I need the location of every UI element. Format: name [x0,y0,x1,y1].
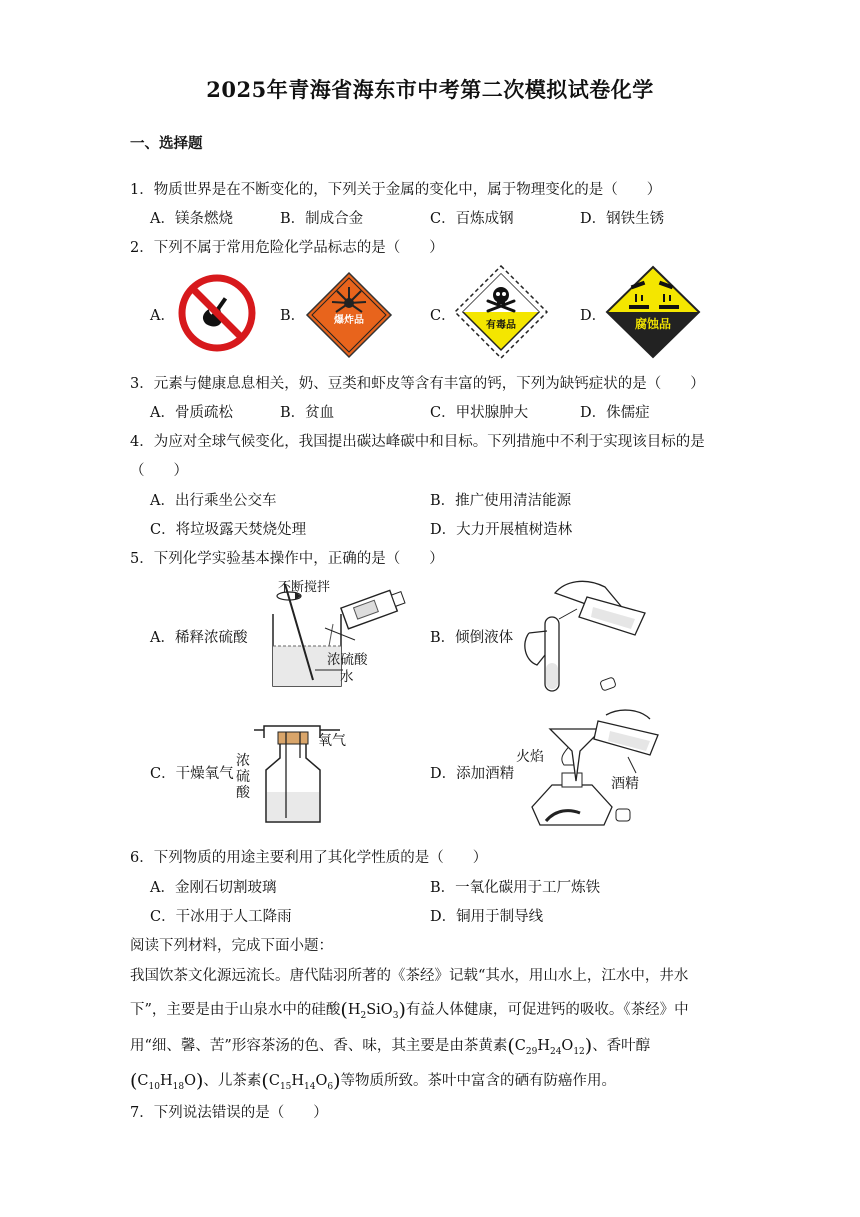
q6-option-d: D．铜用于制导线 [430,909,544,925]
oxygen-label: 氧气 [318,733,346,749]
reading-line-4: $(C_{10}H_{18}O)$、儿茶素$(C_{15}H_{14}O_6)$等物质所致。茶叶中富含的硒有防癌作用。 [130,1070,617,1092]
q4-option-a: A．出行乘坐公交车 [150,493,277,509]
no-fire-sign-icon [176,272,258,354]
reading-line-4-a: 、儿茶素 [203,1073,262,1089]
reading-line-2-a: 下”，主要是由于山泉水中的硅酸 [130,1002,341,1018]
reading-line-1: 我国饮茶文化源远流长。唐代陆羽所著的《茶经》记载“其水，用山水上，江水中，井水 [130,968,689,984]
reading-line-3-a: 用“细、馨、苦”形容茶汤的色、香、味，其主要是由茶黄素 [130,1038,508,1054]
q1-option-b: B．制成合金 [280,211,364,227]
question-4-stem-line2: （ ） [130,463,188,479]
q3-option-b: B．贫血 [280,405,335,421]
q5-option-b: B．倾倒液体 [430,630,514,646]
reading-line-3-b: 、香叶醇 [592,1038,651,1054]
q5-option-c: C．干燥氧气 [150,766,234,782]
q1-option-c: C．百炼成钢 [430,211,514,227]
q4-option-b: B．推广使用清洁能源 [430,493,572,509]
q6-option-c: C．干冰用于人工降雨 [150,909,292,925]
question-6-stem: 6．下列物质的用途主要利用了其化学性质的是（ ） [130,850,488,866]
q2-label-c: C． [430,308,456,324]
q3-option-d: D．侏儒症 [580,405,650,421]
q5-option-d: D．添加酒精 [430,766,515,782]
q2-label-b: B． [280,308,306,324]
reading-line-2-b: 有益人体健康，可促进钙的吸收。《茶经》中 [405,1002,689,1018]
q5-option-a: A．稀释浓硫酸 [150,630,248,646]
gas-drying-bottle-diagram-icon [250,718,370,828]
question-3-stem: 3．元素与健康息息相关，奶、豆类和虾皮等含有丰富的钙，下列为缺钙症状的是（ ） [130,376,705,392]
q1-option-d: D．钢铁生锈 [580,211,665,227]
q4-option-d: D．大力开展植树造林 [430,522,573,538]
water-label: 水 [340,669,354,685]
question-5-stem: 5．下列化学实验基本操作中，正确的是（ ） [130,551,444,567]
reading-line-2: 下”，主要是由于山泉水中的硅酸$(H_2SiO_3)$有益人体健康，可促进钙的吸收。《茶经》中 [130,999,689,1021]
q4-option-c: C．将垃圾露天焚烧处理 [150,522,307,538]
q2-label-d: D． [580,308,607,324]
toxic-sign-icon [454,265,548,359]
concentrated-sulfuric-acid-label [236,753,252,801]
stir-label: 不断搅拌 [278,580,331,595]
section-title: 一、选择题 [130,135,203,152]
q3-option-a: A．骨质疏松 [150,405,233,421]
toxic-sign-label: 有毒品 [486,320,516,331]
acid-char-3: 酸 [236,785,250,801]
explosive-sign-label: 爆炸品 [334,315,364,326]
q1-option-a: A．镁条燃烧 [150,211,233,227]
question-7-stem: 7．下列说法错误的是（ ） [130,1105,328,1121]
question-1-stem: 1．物质世界是在不断变化的，下列关于金属的变化中，属于物理变化的是（ ） [130,182,662,198]
reading-intro: 阅读下列材料，完成下面小题： [130,938,333,954]
corrosive-sign-icon [605,265,701,359]
alcohol-label: 酒精 [611,776,639,792]
page-title: 2025年青海省海东市中考第二次模拟试卷化学 [206,77,654,102]
pouring-liquid-diagram-icon [515,573,655,698]
concentrated-acid-label: 浓硫酸 [327,652,368,668]
question-2-stem: 2．下列不属于常用危险化学品标志的是（ ） [130,240,444,256]
q2-label-a: A． [150,308,175,324]
acid-char-2: 硫 [236,769,250,785]
reading-line-3: 用“细、馨、苦”形容茶汤的色、香、味，其主要是由茶黄素$(C_{29}H_{24}O_{12})$、香叶醇 [130,1035,651,1057]
question-4-stem-line1: 4．为应对全球气候变化，我国提出碳达峰碳中和目标。下列措施中不利于实现该目标的是 [130,434,705,450]
corrosive-sign-label: 腐蚀品 [634,317,671,331]
q3-option-c: C．甲状腺肿大 [430,405,529,421]
q6-option-a: A．金刚石切割玻璃 [150,880,277,896]
flame-label: 火焰 [516,749,544,765]
acid-char-1: 浓 [236,753,250,769]
adding-alcohol-diagram-icon [510,705,675,835]
reading-line-4-b: 等物质所致。茶叶中富含的硒有防癌作用。 [340,1073,617,1089]
q6-option-b: B．一氧化碳用于工厂炼铁 [430,880,601,896]
